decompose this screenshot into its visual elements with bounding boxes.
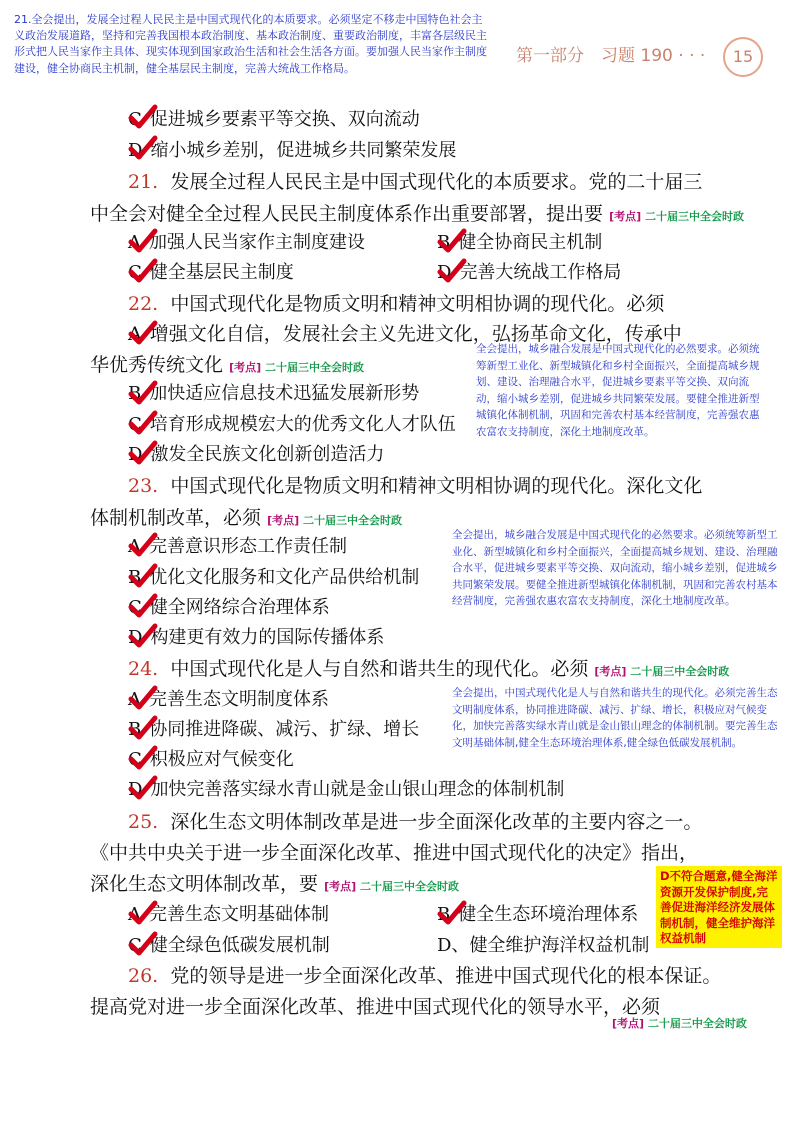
option-text: 优化文化服务和文化产品供给机制: [149, 567, 420, 588]
option-text: 完善意识形态工作责任制: [149, 536, 347, 557]
option-text: 加快适应信息技术迅猛发展新形势: [149, 383, 420, 404]
option-text: 完善生态文明制度体系: [149, 689, 329, 710]
q22-option-a: A 增强文化自信，发展社会主义先进文化，弘扬革命文化，传承中: [128, 323, 682, 345]
note-q25-d: D不符合题意,健全海洋资源开发保护制度,完善促进海洋经济发展体制机制，健全维护海洋权益机制: [656, 866, 782, 948]
question-text: 发展全过程人民民主是中国式现代化的本质要求。党的二十届三: [170, 171, 703, 193]
option-text: 加强人民当家作主制度建设: [149, 232, 365, 253]
exam-point-tag: [考点] 二十届三中全会时政: [324, 880, 459, 893]
q26-stem-line2: [90, 993, 660, 1021]
note-ecology: 全会提出，中国式现代化是人与自然和谐共生的现代化。必须完善生态文明制度体系，协同推进降碳、减污、扩绿、增长，积极应对气候变化，加快完善落实绿水青山就是金山银山理念的体制机制。要完善生态文明基础体制,健全生态环境治理体系,健全绿色低碳发展机制。: [452, 687, 778, 749]
note-urban-1: 全会提出，城乡融合发展是中国式现代化的必然要求。必须统筹新型工业化、新型城镇化和乡村全面振兴，全面提高城乡规划、建设、治理融合水平，促进城乡要素平等交换、双向流动，缩小城乡差别，促进城乡共同繁荣发展。要健全推进新型城镇化体制机制，巩固和完善农村基本经营制度，完善强农惠农富农支持制度，深化土地制度改革。: [476, 343, 760, 438]
question-text: 提高党对进一步全面深化改革、推进中国式现代化的领导水平，必须: [90, 996, 661, 1018]
note-urban-2: 全会提出，城乡融合发展是中国式现代化的必然要求。必须统筹新型工业化、新型城镇化和乡村全面振兴，全面提高城乡规划、建设、治理融合水平，促进城乡要素平等交换、双向流动，缩小城乡差别，促进城乡共同繁荣发展。要健全推进新型城镇化体制机制，巩固和完善农村基本经营制度，完善强农惠农富农支持制度，深化土地制度改革。: [452, 529, 778, 607]
q22-option-a-cont: [90, 351, 364, 382]
question-text: 党的领导是进一步全面深化改革、推进中国式现代化的根本保证。: [170, 965, 722, 987]
option-text: 缩小城乡差别，促进城乡共同繁荣发展: [150, 140, 457, 161]
q21-stem-line1: [128, 168, 702, 196]
question-number: 25.: [128, 811, 159, 833]
exam-point-tag: [考点] 二十届三中全会时政: [609, 210, 744, 223]
option-text: 健全维护海洋权益机制: [469, 935, 650, 956]
option-text: 健全协商民主机制: [458, 232, 603, 253]
exam-point-tag: [考点] 二十届三中全会时政: [594, 665, 730, 678]
q25-stem-line3: [90, 870, 459, 901]
question-text: 中全会对健全全过程人民民主制度体系作出重要部署，提出要: [90, 203, 604, 225]
q23-option-a: A 完善意识形态工作责任制: [128, 536, 347, 557]
q21-stem-line2: [90, 200, 744, 231]
q25-stem-line1: [128, 808, 702, 836]
question-text: 深化生态文明体制改革，要: [90, 873, 319, 895]
option-text: 健全网络综合治理体系: [149, 597, 330, 618]
q24-option-d: D 加快完善落实绿水青山就是金山银山理念的体制机制: [128, 779, 565, 800]
question-number: 22.: [128, 293, 159, 315]
page-number: 15: [723, 37, 763, 77]
q23-option-c: C 健全网络综合治理体系: [128, 597, 330, 618]
question-text: 深化生态文明体制改革是进一步全面深化改革的主要内容之一。: [170, 811, 703, 833]
question-number: 26.: [128, 965, 159, 987]
q23-option-d: D 构建更有效力的国际传播体系: [128, 627, 385, 648]
option-text: 健全基层民主制度: [149, 262, 294, 283]
q23-option-b: B 优化文化服务和文化产品供给机制: [128, 567, 420, 588]
option-text: 完善大统战工作格局: [459, 262, 622, 283]
option-text: 完善生态文明基础体制: [149, 904, 329, 925]
q21-option-b: B 健全协商民主机制: [437, 232, 603, 253]
q25-option-a: A 完善生态文明基础体制: [128, 904, 329, 925]
q24-stem-line1: [128, 655, 729, 686]
question-text: 中国式现代化是物质文明和精神文明相协调的现代化。深化文化: [170, 475, 703, 497]
option-text: 增强文化自信，发展社会主义先进文化，弘扬革命文化，传承中: [149, 323, 682, 345]
q25-option-d: [437, 932, 649, 960]
q21-option-d: D 完善大统战工作格局: [437, 262, 622, 283]
question-text: 体制机制改革，必须: [90, 507, 262, 529]
q23-stem-line1: [128, 472, 702, 500]
q25-option-b: B 健全生态环境治理体系: [437, 904, 639, 925]
option-letter: D、: [437, 935, 470, 956]
option-text: 激发全民族文化创新创造活力: [150, 444, 385, 465]
q21-option-c: C 健全基层民主制度: [128, 262, 294, 283]
q25-option-c: C 健全绿色低碳发展机制: [128, 935, 330, 956]
q22-option-b: B 加快适应信息技术迅猛发展新形势: [128, 383, 420, 404]
q25-stem-line2: [90, 839, 698, 867]
option-text: 协同推进降碳、减污、扩绿、增长: [149, 719, 420, 740]
q26-stem-line1: [128, 962, 721, 990]
prev-option-c: C 促进城乡要素平等交换、双向流动: [128, 109, 420, 130]
option-text: 加快完善落实绿水青山就是金山银山理念的体制机制: [150, 779, 565, 800]
option-text: 构建更有效力的国际传播体系: [150, 627, 385, 648]
q21-option-a: A 加强人民当家作主制度建设: [128, 232, 365, 253]
option-text: 华优秀传统文化: [90, 354, 224, 376]
exam-point-tag: [考点] 二十届三中全会时政: [612, 1017, 747, 1030]
section-header: 第一部分 习题 190 · · ·: [516, 46, 706, 66]
q22-stem-line1: [128, 290, 664, 318]
q24-option-b: B 协同推进降碳、减污、扩绿、增长: [128, 719, 420, 740]
option-text: 积极应对气候变化: [149, 749, 294, 770]
exam-point-tag: [考点] 二十届三中全会时政: [267, 514, 402, 527]
question-text: 《中共中央关于进一步全面深化改革、推进中国式现代化的决定》指出，: [90, 842, 699, 864]
exam-point-tag: [考点] 二十届三中全会时政: [229, 361, 364, 374]
prev-option-d: D 缩小城乡差别，促进城乡共同繁荣发展: [128, 140, 457, 161]
option-text: 健全生态环境治理体系: [458, 904, 639, 925]
q22-option-c: C 培育形成规模宏大的优秀文化人才队伍: [128, 414, 456, 435]
q24-option-a: A 完善生态文明制度体系: [128, 689, 329, 710]
question-number: 21.: [128, 171, 159, 193]
option-text: 促进城乡要素平等交换、双向流动: [149, 109, 420, 130]
q22-option-d: D 激发全民族文化创新创造活力: [128, 444, 385, 465]
q23-stem-line2: [90, 504, 402, 535]
question-text: 中国式现代化是人与自然和谐共生的现代化。必须: [170, 658, 589, 680]
option-text: 培育形成规模宏大的优秀文化人才队伍: [149, 414, 456, 435]
question-number: 23.: [128, 475, 159, 497]
question-number: 24.: [128, 658, 159, 680]
option-text: 健全绿色低碳发展机制: [149, 935, 330, 956]
question-text: 中国式现代化是物质文明和精神文明相协调的现代化。必须: [170, 293, 665, 315]
note-q21: 21.全会提出，发展全过程人民民主是中国式现代化的本质要求。必须坚定不移走中国特色社会主义政治发展道路，坚持和完善我国根本政治制度、基本政治制度、重要政治制度，丰富各层级民主形式把人民当家作主具体、现实体现到国家政治生活和社会生活各方面。要加强人民当家作主制度建设，健全协商民主机制，健全基层民主制度，完善大统战工作格局。: [14, 13, 487, 75]
q24-option-c: C 积极应对气候变化: [128, 749, 294, 770]
